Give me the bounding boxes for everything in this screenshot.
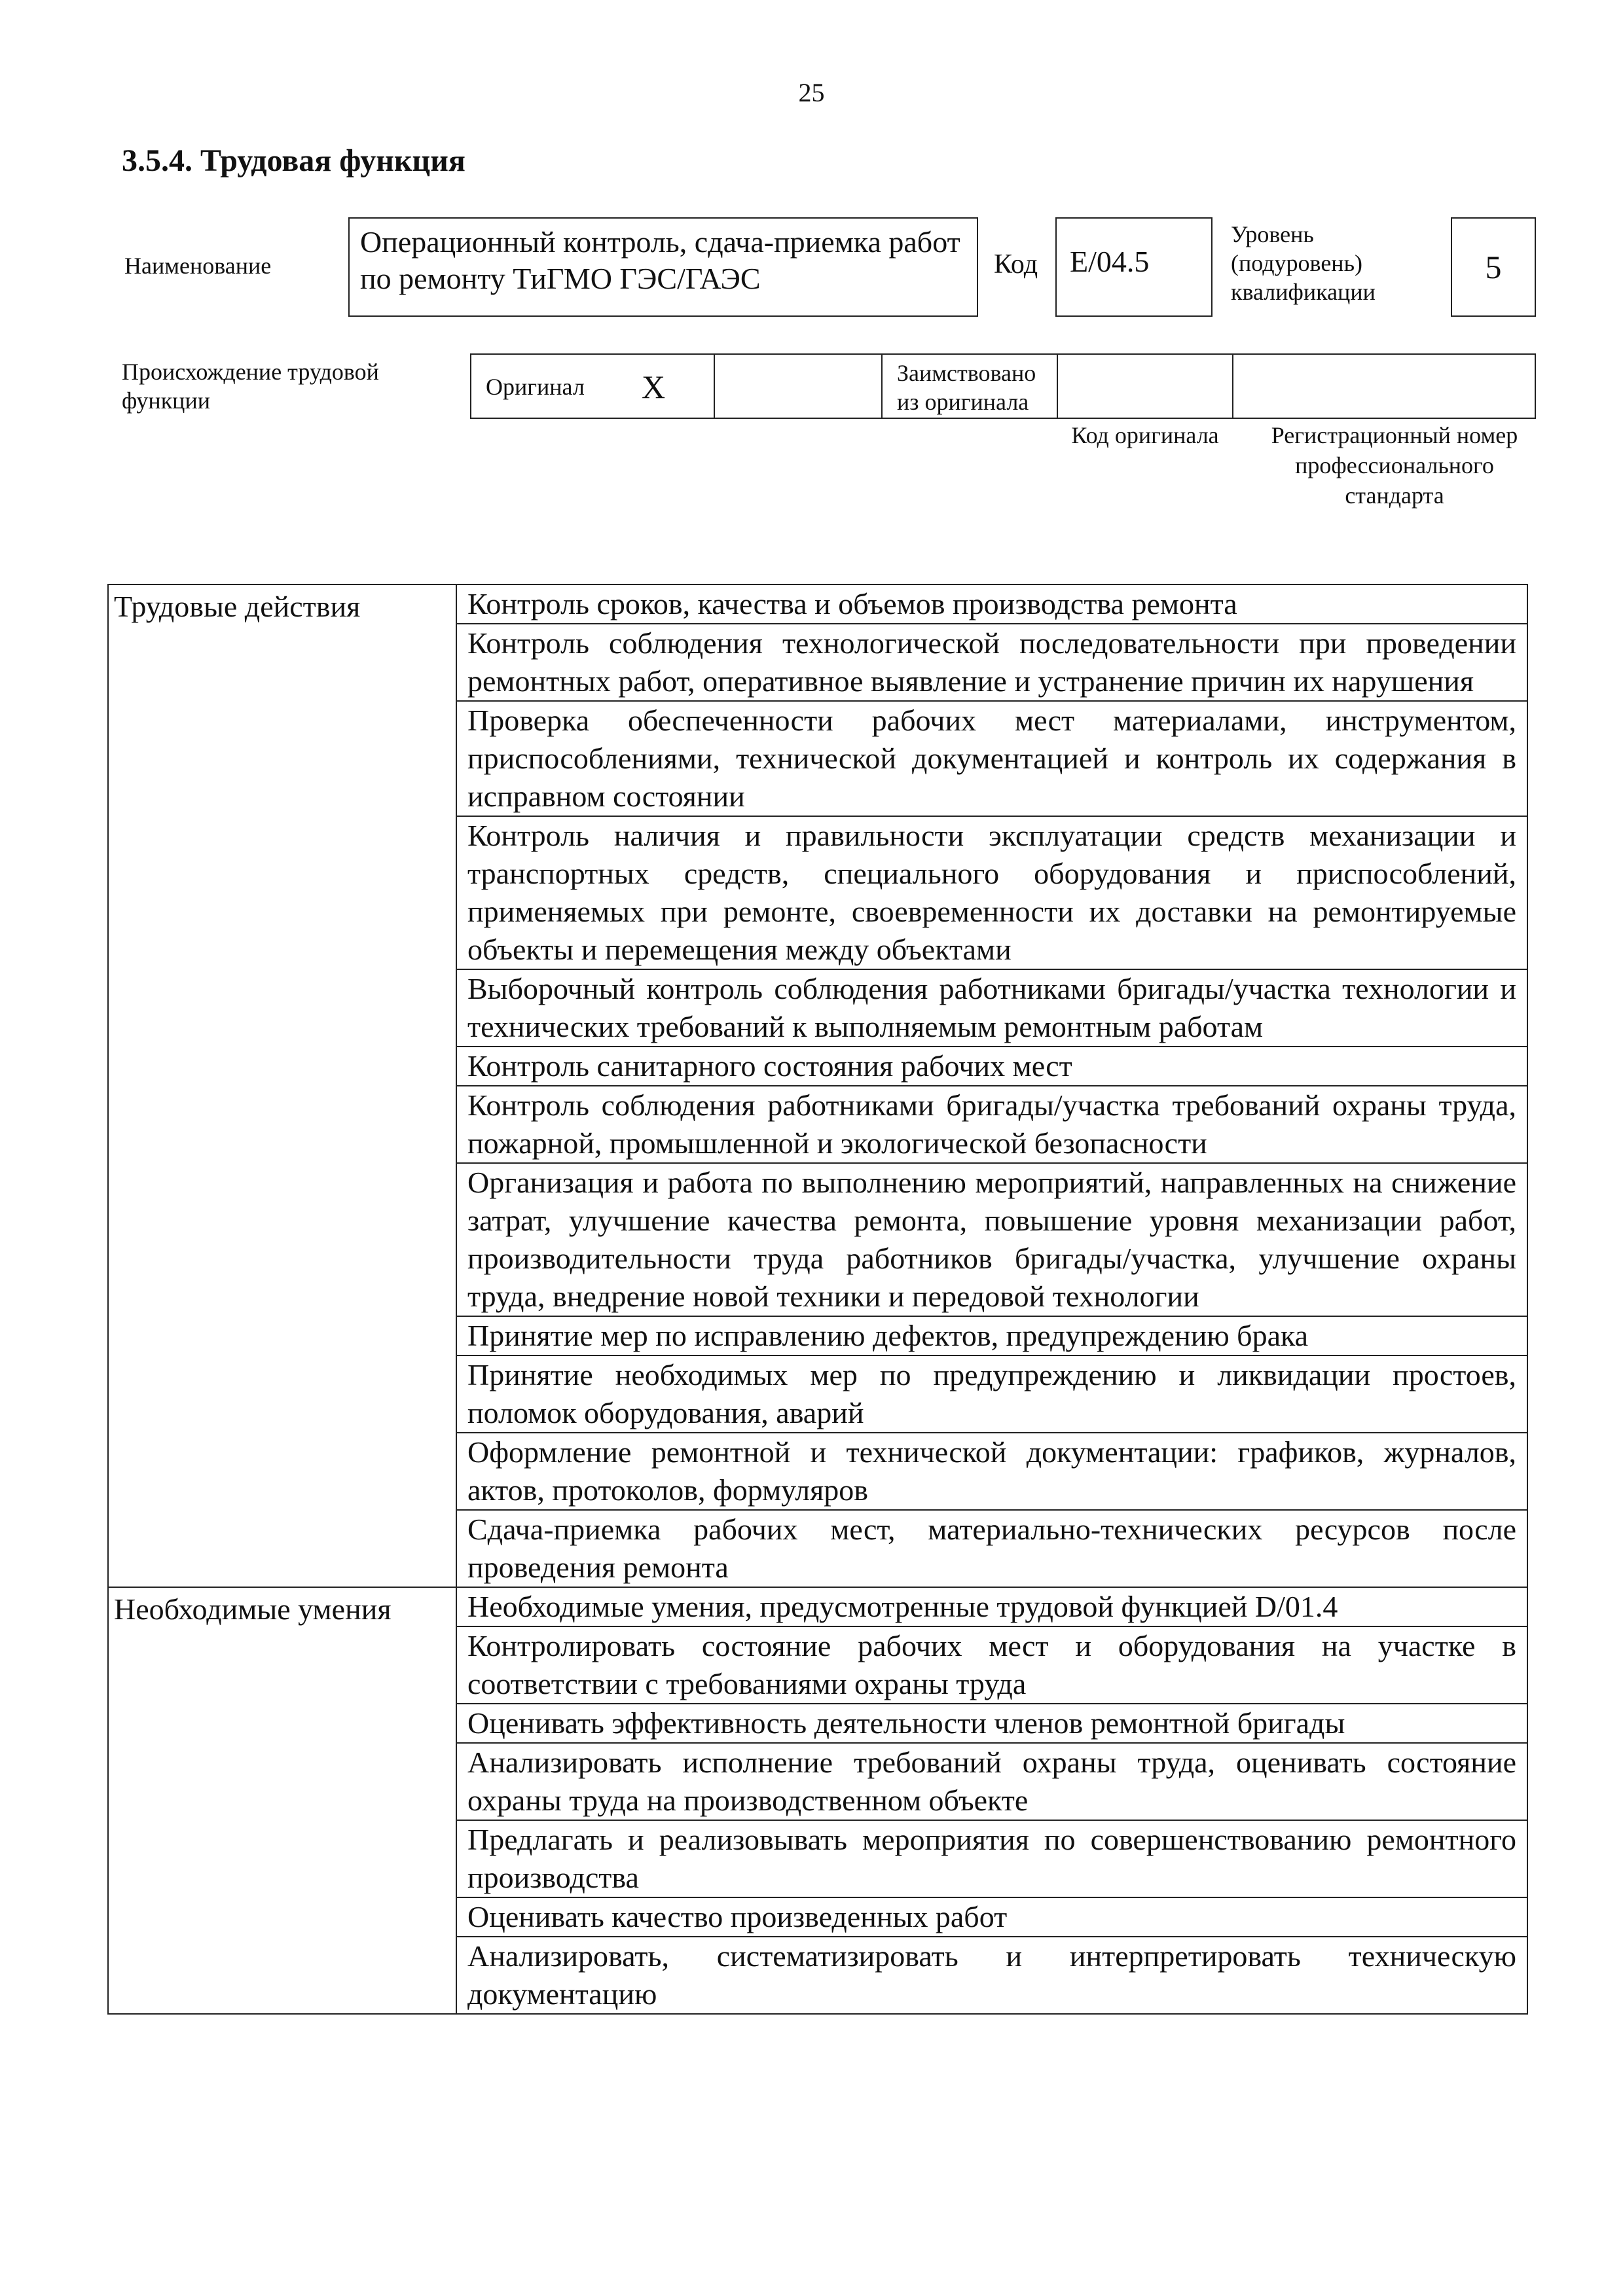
name-value: Операционный контроль, сдача-приемка работ по ремонту ТиГМО ГЭС/ГАЭС <box>348 217 978 317</box>
table-cell: Контроль санитарного состояния рабочих мест <box>456 1047 1527 1086</box>
level-label: Уровень (подуровень) квалификации <box>1231 221 1376 305</box>
table-cell: Необходимые умения, предусмотренные трудовой функцией D/01.4 <box>456 1587 1527 1626</box>
labor-function-table <box>107 584 1528 2015</box>
section-title-labor-actions: Трудовые действия <box>108 584 456 1587</box>
table-cell: Контроль сроков, качества и объемов производства ремонта <box>456 584 1527 624</box>
name-label: Наименование <box>124 253 272 279</box>
table-cell: Проверка обеспеченности рабочих мест материалами, инструментом, приспособлениями, технической документацией и контроль их содержания в исправном состоянии <box>456 701 1527 816</box>
origin-label: Происхождение трудовой функции <box>122 359 379 414</box>
origin-reg-number-cell <box>1233 355 1535 418</box>
origin-original-label: Оригинал <box>486 374 585 400</box>
code-value: E/04.5 <box>1055 217 1213 317</box>
origin-borrowed-label: Заимствовано из оригинала <box>897 360 1036 415</box>
table-cell: Выборочный контроль соблюдения работниками бригады/участка технологии и технических требований к выполняемым ремонтным работам <box>456 969 1527 1047</box>
table-cell: Анализировать исполнение требований охраны труда, оценивать состояние охраны труда на производственном объекте <box>456 1743 1527 1820</box>
table-row <box>108 584 1527 624</box>
section-title-required-skills: Необходимые умения <box>108 1587 456 2014</box>
level-value: 5 <box>1451 217 1536 317</box>
table-cell: Контролировать состояние рабочих мест и оборудования на участке в соответствии с требованиями охраны труда <box>456 1626 1527 1704</box>
table-row <box>108 1587 1527 1626</box>
code-label: Код <box>994 249 1038 279</box>
table-cell: Контроль наличия и правильности эксплуатации средств механизации и транспортных средств, специального оборудования и приспособлений, применяемых при ремонте, своевременности их доставки на ремонтируемые объекты и перемещения между объектами <box>456 816 1527 969</box>
table-cell: Оценивать эффективность деятельности членов ремонтной бригады <box>456 1704 1527 1743</box>
section-title: 3.5.4. Трудовая функция <box>122 143 465 178</box>
table-cell: Оформление ремонтной и технической документации: графиков, журналов, актов, протоколов, формуляров <box>456 1433 1527 1510</box>
origin-empty-cell <box>715 355 883 418</box>
table-cell: Контроль соблюдения технологической последовательности при проведении ремонтных работ, оперативное выявление и устранение причин их нарушения <box>456 624 1527 701</box>
table-cell: Организация и работа по выполнению мероприятий, направленных на снижение затрат, улучшение качества ремонта, повышение уровня механизации работ, производительности труда работников бригады/участка, улучшение охраны труда, внедрение новой техники и передовой технологии <box>456 1163 1527 1316</box>
page-number: 25 <box>798 78 825 107</box>
table-cell: Анализировать, систематизировать и интерпретировать техническую документацию <box>456 1937 1527 2014</box>
origin-borrowed-cell <box>883 355 1058 418</box>
table-cell: Оценивать качество произведенных работ <box>456 1897 1527 1937</box>
table-cell: Сдача-приемка рабочих мест, материально-технических ресурсов после проведения ремонта <box>456 1510 1527 1587</box>
table-cell: Принятие необходимых мер по предупреждению и ликвидации простоев, поломок оборудования, аварий <box>456 1355 1527 1433</box>
origin-original-cell <box>471 355 715 418</box>
origin-code-cell <box>1058 355 1233 418</box>
table-cell: Контроль соблюдения работниками бригады/участка требований охраны труда, пожарной, промышленной и экологической безопасности <box>456 1086 1527 1163</box>
origin-table <box>470 353 1536 419</box>
caption-registration-number: Регистрационный номер профессионального стандарта <box>1271 422 1518 509</box>
table-cell: Предлагать и реализовывать мероприятия по совершенствованию ремонтного производства <box>456 1820 1527 1897</box>
caption-original-code: Код оригинала <box>1071 422 1219 448</box>
origin-original-mark: X <box>642 368 666 405</box>
table-cell: Принятие мер по исправлению дефектов, предупреждению брака <box>456 1316 1527 1355</box>
